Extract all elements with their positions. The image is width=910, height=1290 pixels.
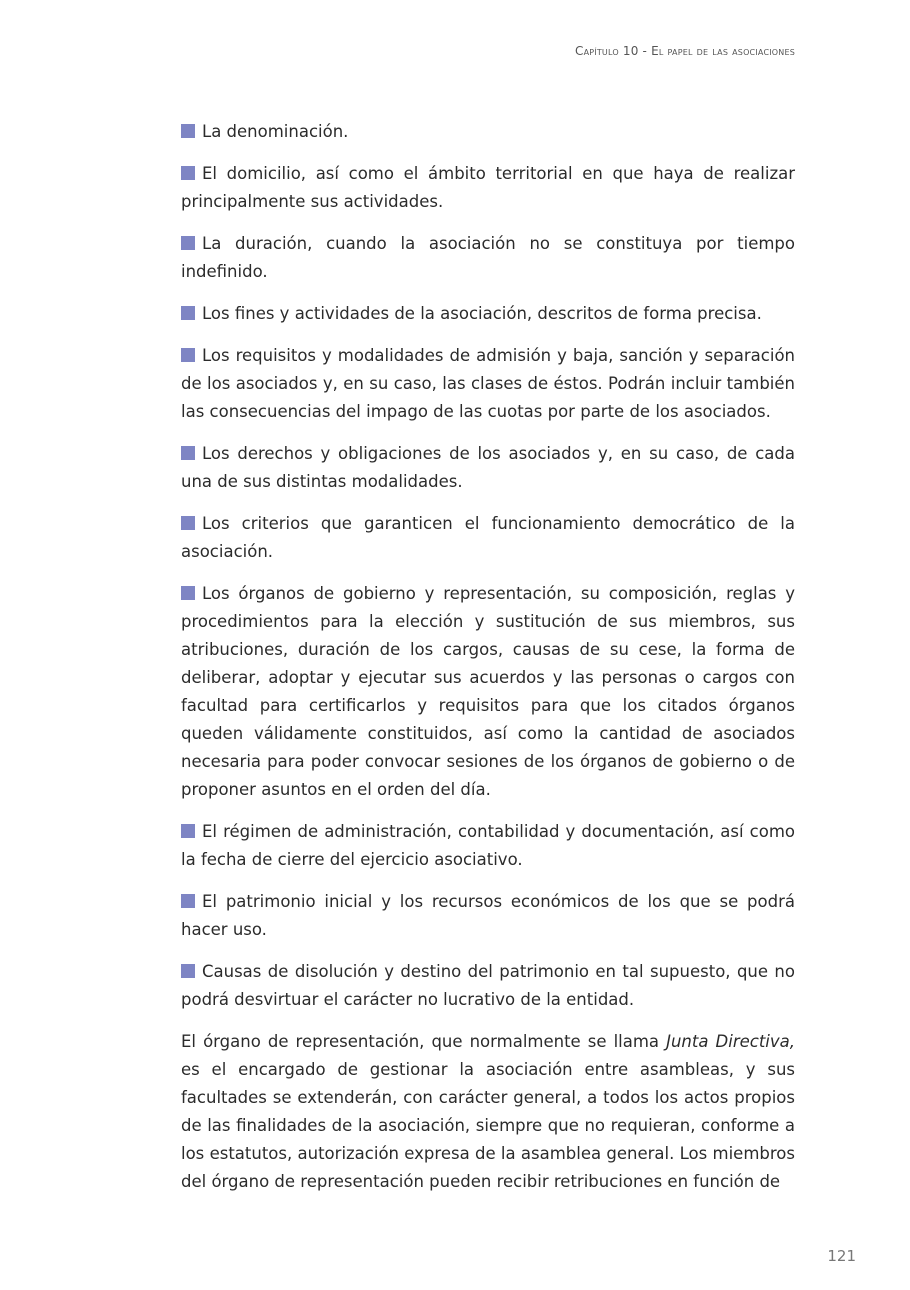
square-bullet-icon [181, 166, 195, 180]
list-item [181, 958, 795, 1014]
square-bullet-icon [181, 236, 195, 250]
list-item-text: Los fines y actividades de la asociación, descritos de forma precisa. [202, 304, 762, 323]
list-item [181, 580, 795, 804]
list-item-text: Los criterios que garanticen el funcionamiento democrático de la asociación. [181, 514, 795, 561]
list-item-text: La duración, cuando la asociación no se constituya por tiempo indefinido. [181, 234, 795, 281]
list-item-text: Causas de disolución y destino del patrimonio en tal supuesto, que no podrá desvirtuar el carácter no lucrativo de la entidad. [181, 962, 795, 1009]
list-item [181, 160, 795, 216]
list-item [181, 342, 795, 426]
paragraph-emphasis: Junta Directiva, [666, 1032, 796, 1051]
list-item-text: Los derechos y obligaciones de los asociados y, en su caso, de cada una de sus distintas modalidades. [181, 444, 795, 491]
square-bullet-icon [181, 964, 195, 978]
square-bullet-icon [181, 824, 195, 838]
list-item [181, 118, 795, 146]
page-number: 121 [827, 1247, 856, 1265]
paragraph-text-before: El órgano de representación, que normalmente se llama [181, 1032, 667, 1051]
list-item [181, 888, 795, 944]
list-item-text: Los órganos de gobierno y representación, su composición, reglas y procedimientos para la elección y sustitución de sus miembros, sus atribuciones, duración de los cargos, causas de su cese, la forma de deliberar, adoptar y ejecutar sus acuerdos y las personas o cargos con facultad para certificarlos y requisitos para que los citados órganos queden válidamente constituidos, así como la cantidad de asociados necesaria para poder convocar sesiones de los órganos de gobierno o de proponer asuntos en el orden del día. [181, 584, 795, 799]
square-bullet-icon [181, 516, 195, 530]
list-item [181, 818, 795, 874]
square-bullet-icon [181, 586, 195, 600]
paragraph-text-after: es el encargado de gestionar la asociación entre asambleas, y sus facultades se extenderán, con carácter general, a todos los actos propios de las finalidades de la asociación, siempre que no requieran, conforme a los estatutos, autorización expresa de la asamblea general. Los miembros del órgano de representación pueden recibir retribuciones en función de [181, 1060, 795, 1191]
list-item [181, 440, 795, 496]
square-bullet-icon [181, 348, 195, 362]
square-bullet-icon [181, 306, 195, 320]
list-item-text: El régimen de administración, contabilidad y documentación, así como la fecha de cierre del ejercicio asociativo. [181, 822, 795, 869]
document-body [181, 118, 795, 1196]
square-bullet-icon [181, 894, 195, 908]
square-bullet-icon [181, 446, 195, 460]
list-item-text: El patrimonio inicial y los recursos económicos de los que se podrá hacer uso. [181, 892, 795, 939]
body-paragraph [181, 1028, 795, 1196]
running-header: Capítulo 10 - El papel de las asociaciones [575, 44, 795, 58]
list-item [181, 230, 795, 286]
list-item-text: La denominación. [202, 122, 349, 141]
list-item-text: El domicilio, así como el ámbito territorial en que haya de realizar principalmente sus actividades. [181, 164, 795, 211]
list-item [181, 510, 795, 566]
list-item-text: Los requisitos y modalidades de admisión y baja, sanción y separación de los asociados y, en su caso, las clases de éstos. Podrán incluir también las consecuencias del impago de las cuotas por parte de los asociados. [181, 346, 795, 421]
square-bullet-icon [181, 124, 195, 138]
list-item [181, 300, 795, 328]
